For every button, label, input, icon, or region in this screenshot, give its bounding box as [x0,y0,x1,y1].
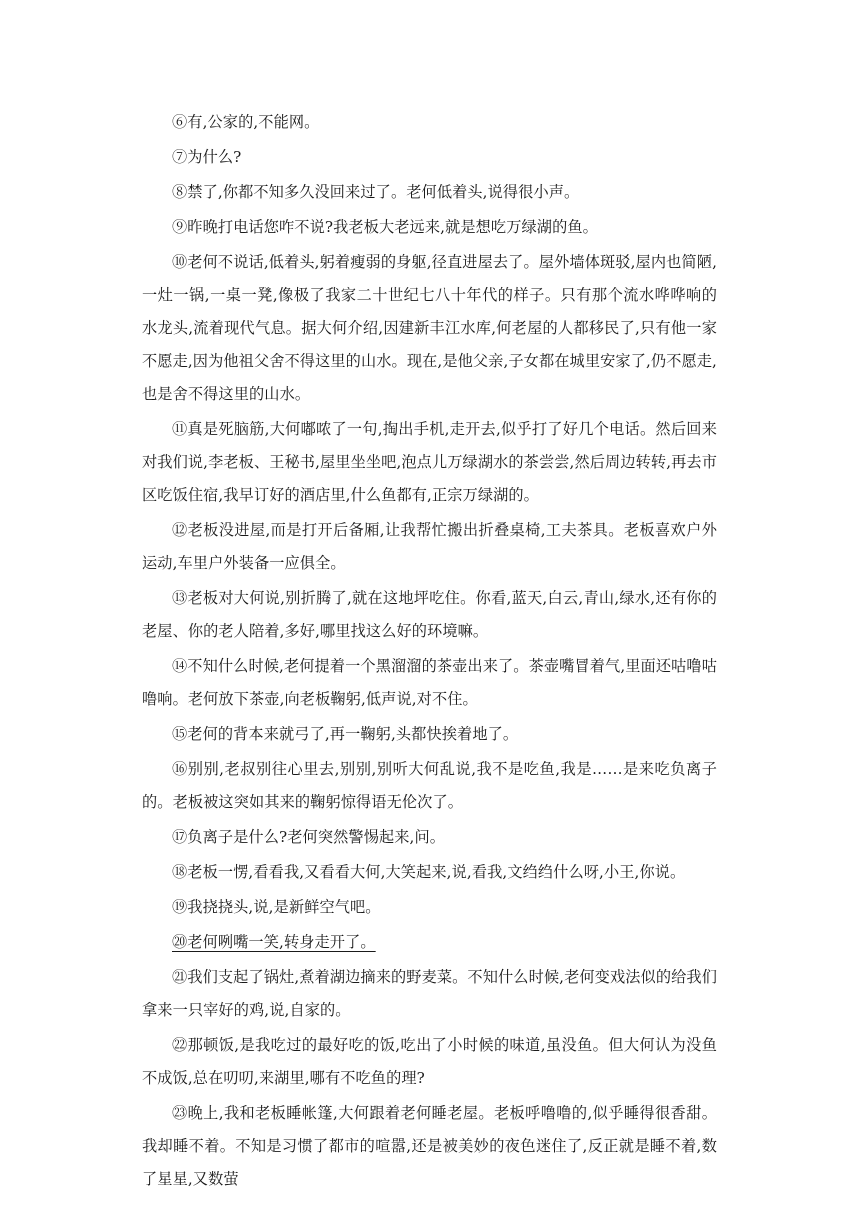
paragraph-13: ⑬老板对大何说,别折腾了,就在这地坪吃住。你看,蓝天,白云,青山,绿水,还有你的老屋、你的老人陪着,多好,哪里找这么好的环境嘛。 [142,589,717,640]
paragraph-14: ⑭不知什么时候,老何提着一个黑溜溜的茶壶出来了。茶壶嘴冒着气,里面还咕噜咕噜响。老何放下茶壶,向老板鞠躬,低声说,对不住。 [142,657,717,708]
paragraph-10: ⑩老何不说话,低着头,躬着瘦弱的身躯,径直进屋去了。屋外墙体斑驳,屋内也简陋,一灶一锅,一桌一凳,像极了我家二十世纪七八十年代的样子。只有那个流水哗哗响的水龙头,流着现代气息。据大何介绍,因建新丰江水库,何老屋的人都移民了,只有他一家不愿走,因为他祖父舍不得这里的山水。现在,是他父亲,子女都在城里安家了,仍不愿走,也是舍不得这里的山水。 [142,253,717,403]
paragraph-20-underlined: ⑳老何咧嘴一笑,转身走开了。 [172,933,376,951]
article-body [142,106,717,1198]
paragraph-19: ⑲我挠挠头,说,是新鲜空气吧。 [172,898,381,916]
paragraph-7: ⑦为什么? [172,148,242,166]
paragraph-8: ⑧禁了,你都不知多久没回来过了。老何低着头,说得很小声。 [172,183,580,201]
paragraph-11: ⑪真是死脑筋,大何嘟哝了一句,掏出手机,走开去,似乎打了好几个电话。然后回来对我们说,李老板、王秘书,屋里坐坐吧,泡点儿万绿湖水的茶尝尝,然后周边转转,再去市区吃饭住宿,我早订好的酒店里,什么鱼都有,正宗万绿湖的。 [142,420,717,504]
paragraph-18: ⑱老板一愣,看看我,又看看大何,大笑起来,说,看我,文绉绉什么呀,小王,你说。 [172,863,686,881]
paragraph-12: ⑫老板没进屋,而是打开后备厢,让我帮忙搬出折叠桌椅,工夫茶具。老板喜欢户外运动,车里户外装备一应俱全。 [142,521,717,572]
paragraph-22: ㉒那顿饭,是我吃过的最好吃的饭,吃出了小时候的味道,虽没鱼。但大何认为没鱼不成饭,总在叨叨,来湖里,哪有不吃鱼的理? [142,1036,717,1087]
paragraph-15: ⑮老何的背本来就弓了,再一鞠躬,头都快挨着地了。 [172,725,519,743]
paragraph-21: ㉑我们支起了锅灶,煮着湖边摘来的野麦菜。不知什么时候,老何变戏法似的给我们拿来一只宰好的鸡,说,自家的。 [142,968,717,1019]
paragraph-16: ⑯别别,老叔别往心里去,别别,别听大何乱说,我不是吃鱼,我是……是来吃负离子的。老板被这突如其来的鞠躬惊得语无伦次了。 [142,760,717,811]
paragraph-17: ⑰负离子是什么?老何突然警惕起来,问。 [172,828,446,846]
paragraph-20-wrapper [142,926,717,959]
paragraph-6: ⑥有,公家的,不能网。 [172,113,320,131]
paragraph-23: ㉓晚上,我和老板睡帐篷,大何跟着老何睡老屋。老板呼噜噜的,似乎睡得很香甜。我却睡不着。不知是习惯了都市的喧嚣,还是被美妙的夜色迷住了,反正就是睡不着,数了星星,又数萤 [142,1104,717,1188]
paragraph-9: ⑨昨晚打电话您咋不说?我老板大老远来,就是想吃万绿湖的鱼。 [172,218,598,236]
